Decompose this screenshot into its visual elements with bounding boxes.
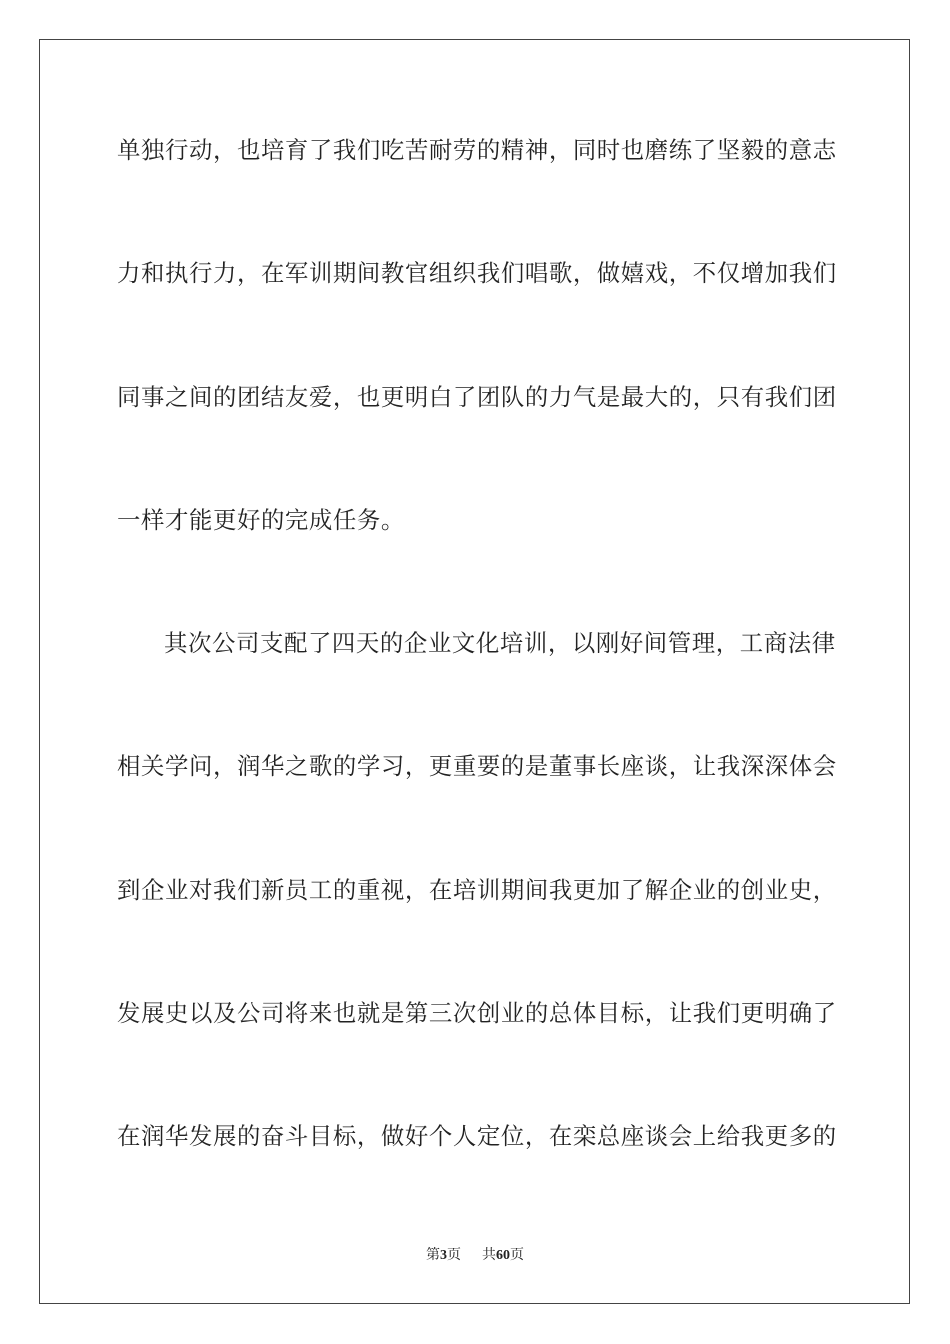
document-body [117,128,837,1238]
text-line: 相关学问，润华之歌的学习，更重要的是董事长座谈，让我深深体会 [117,752,837,781]
text-line: 一样才能更好的完成任务。 [117,505,405,534]
text-line: 发展史以及公司将来也就是第三次创业的总体目标，让我们更明确了 [117,999,837,1028]
text-line: 到企业对我们新员工的重视，在培训期间我更加了解企业的创业史， [117,875,837,904]
total-pages: 60 [495,1248,510,1263]
text-line: 单独行动，也培育了我们吃苦耐劳的精神，同时也磨练了坚毅的意志 [117,136,837,164]
page-prefix: 第 [426,1247,441,1263]
page-total [482,1245,524,1266]
current-page: 3 [440,1248,448,1263]
page-suffix: 页 [447,1247,462,1263]
text-line: 同事之间的团结友爱，也更明白了团队的力气是最大的，只有我们团 [117,382,837,411]
total-prefix: 共 [481,1247,496,1263]
text-line: 在润华发展的奋斗目标，做好个人定位，在栾总座谈会上给我更多的 [117,1122,837,1151]
text-line: 力和执行力，在军训期间教官组织我们唱歌，做嬉戏，不仅增加我们 [117,259,837,288]
total-suffix: 页 [509,1247,524,1263]
paragraph-first-line: 其次公司支配了四天的企业文化培训，以刚好间管理，工商法律 [164,629,836,658]
page-number [426,1245,461,1266]
page-footer [0,1245,950,1266]
